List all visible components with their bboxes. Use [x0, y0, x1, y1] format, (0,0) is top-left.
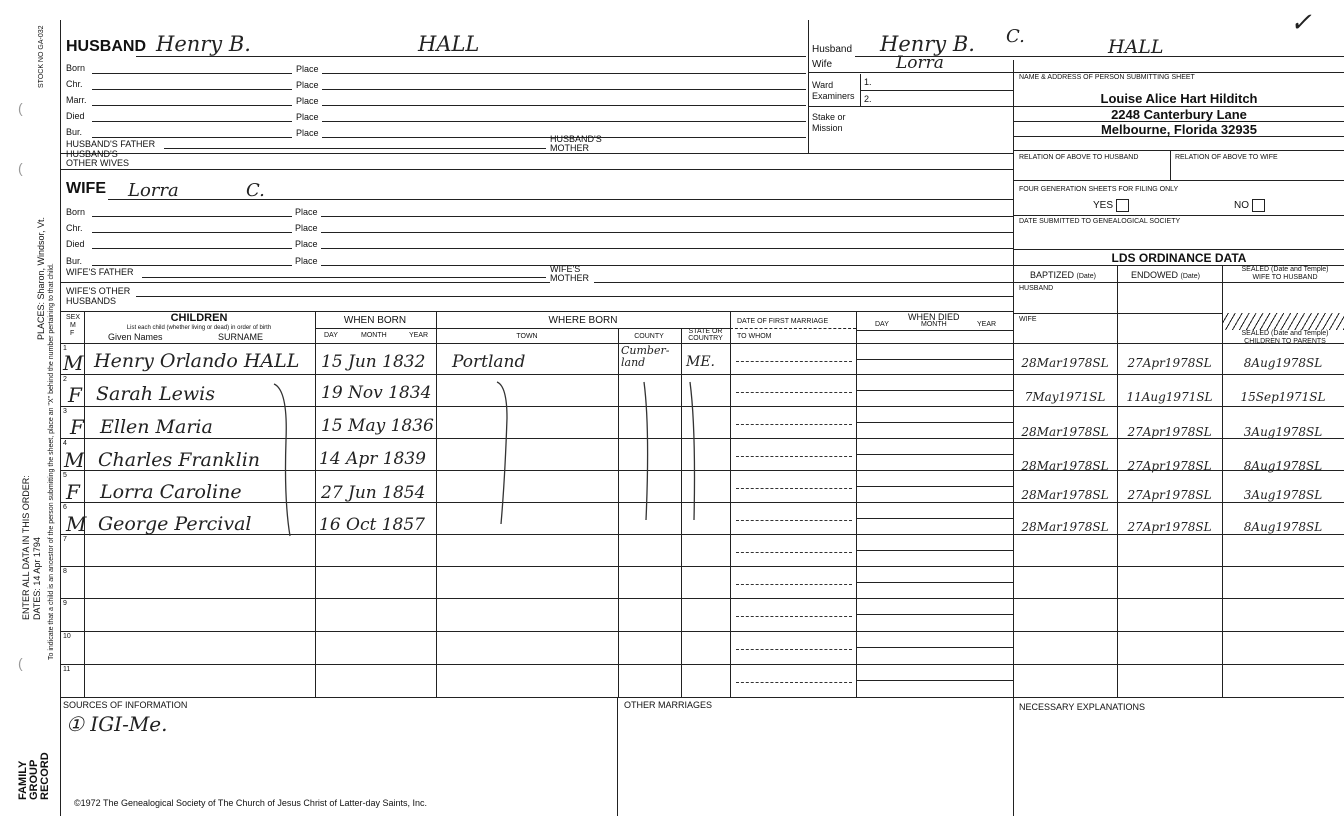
child-number: 1	[63, 345, 67, 352]
child-name[interactable]: Sarah Lewis	[96, 383, 215, 405]
born-month-header: MONTH	[361, 332, 387, 339]
husband-other-wives-label-line: OTHER WIVES	[66, 158, 130, 168]
child-number: 5	[63, 472, 67, 479]
baptized-date-note: (Date)	[1076, 273, 1096, 280]
copyright: ©1972 The Genealogical Society of The Church of Jesus Christ of Latter-day Saints, Inc.	[74, 798, 427, 808]
relation-wife-label: RELATION OF ABOVE TO WIFE	[1175, 154, 1278, 161]
wife-father-label: WIFE'S FATHER	[66, 267, 134, 277]
child-number: 11	[63, 666, 71, 673]
child-sealed[interactable]: 3Aug1978SL	[1243, 488, 1323, 502]
row-separator	[60, 566, 1344, 567]
wife-chr-place-line	[321, 232, 1013, 233]
husband-chr-line	[92, 89, 292, 90]
child-baptized[interactable]: 28Mar1978SL	[1021, 356, 1109, 370]
hatched-area	[1222, 313, 1344, 330]
child-row[interactable]	[0, 438, 1344, 473]
child-birth-date[interactable]: 19 Nov 1834	[321, 383, 432, 403]
husband-chr-place-label: Place	[296, 80, 319, 90]
lds-husband-label: HUSBAND	[1019, 285, 1054, 292]
husband-mother-label-line: HUSBAND'S	[550, 134, 602, 144]
husband-father-label: HUSBAND'S FATHER	[66, 139, 156, 149]
child-marriage-line	[736, 424, 852, 425]
child-death-line	[856, 614, 1013, 615]
relation-divider	[1170, 150, 1171, 180]
baptized-label: BAPTIZED	[1030, 270, 1075, 280]
husband-mother-label-line: MOTHER	[550, 143, 589, 153]
sealed-wife-header	[1228, 266, 1342, 282]
child-endowed[interactable]: 27Apr1978SL	[1127, 520, 1212, 534]
wife-born-place-label: Place	[295, 207, 318, 217]
husband-surname[interactable]: HALL	[418, 32, 480, 56]
ditto-brace-state	[686, 378, 706, 524]
child-town[interactable]: Portland	[452, 352, 526, 372]
child-sex[interactable]: M	[64, 448, 85, 472]
necessary-explanations-label: NECESSARY EXPLANATIONS	[1019, 702, 1146, 712]
child-state[interactable]: ME.	[686, 354, 716, 370]
row-separator	[60, 374, 1344, 375]
check-mark-icon: ✓	[1290, 8, 1312, 38]
born-year-header: YEAR	[409, 332, 429, 339]
ward-divider	[808, 20, 809, 153]
ward-examiners-label	[812, 80, 855, 102]
child-county[interactable]: Cumber- land	[621, 344, 670, 369]
first-marriage-header: DATE OF FIRST MARRIAGE	[737, 318, 829, 325]
endowed-header	[1131, 270, 1200, 280]
state-header-line: STATE OR	[688, 328, 723, 335]
ward-husband-value[interactable]: Henry B.	[880, 32, 975, 56]
husband-father-line	[164, 148, 546, 149]
ward-examiner-2: 2.	[864, 94, 872, 104]
children-bottom-line	[60, 697, 1344, 698]
sources-label: SOURCES OF INFORMATION	[63, 700, 188, 710]
wife-bur-place-label: Place	[295, 256, 318, 266]
child-baptized[interactable]: 28Mar1978SL	[1021, 459, 1109, 473]
form-title-line: FAMILY	[17, 760, 29, 800]
stake-mission-label	[812, 112, 846, 134]
child-number: 8	[63, 568, 67, 575]
child-name[interactable]: Henry Orlando HALL	[94, 350, 300, 372]
baptized-header	[1030, 270, 1096, 280]
wife-given-name[interactable]: Lorra	[128, 180, 179, 201]
child-row[interactable]	[0, 502, 1344, 534]
given-names-header: Given Names	[108, 332, 163, 342]
child-row[interactable]	[0, 406, 1344, 438]
husband-other-wives-line	[60, 169, 1013, 170]
ward-husband-label: Husband	[812, 44, 853, 55]
punch-mark: (	[18, 655, 23, 671]
died-day-header: DAY	[875, 321, 889, 328]
child-death-line	[856, 422, 1013, 423]
husband-died-place-line	[322, 121, 806, 122]
ward-wife-value[interactable]: Lorra	[896, 53, 944, 73]
husband-given-name[interactable]: Henry B.	[156, 32, 251, 56]
child-death-line	[856, 647, 1013, 648]
submitter-label: NAME & ADDRESS OF PERSON SUBMITTING SHEET	[1019, 74, 1195, 81]
child-name[interactable]: Lorra Caroline	[100, 481, 242, 503]
child-death-line	[856, 582, 1013, 583]
wife-father-line	[142, 277, 546, 278]
child-row[interactable]	[0, 343, 1344, 374]
child-birth-date[interactable]: 15 Jun 1832	[321, 352, 426, 372]
submitter-city-line	[1013, 136, 1344, 137]
ditto-brace-county	[640, 378, 660, 524]
state-header-line: COUNTRY	[688, 335, 723, 342]
children-title: CHILDREN	[170, 312, 228, 324]
endowed-label: ENDOWED	[1131, 270, 1178, 280]
ward-examiner-2-line	[808, 106, 1013, 107]
to-whom-header: TO WHOM	[737, 333, 772, 340]
child-death-line	[856, 680, 1013, 681]
where-born-sub-line	[436, 328, 730, 329]
submitter-city[interactable]: Melbourne, Florida 32935	[1100, 122, 1258, 137]
child-baptized[interactable]: 28Mar1978SL	[1021, 520, 1109, 534]
county-header: COUNTY	[634, 333, 664, 340]
husband-died-line	[92, 121, 292, 122]
stake-mission-label-line: Mission	[812, 123, 843, 133]
child-sealed[interactable]: 8Aug1978SL	[1243, 520, 1323, 534]
child-sex[interactable]: M	[66, 512, 87, 536]
ward-examiner-1-line	[860, 90, 1013, 91]
child-number: 4	[63, 440, 67, 447]
marriage-sub-line	[730, 328, 856, 329]
lds-title: LDS ORDINANCE DATA	[1111, 251, 1247, 265]
no-label: NO	[1234, 200, 1249, 212]
husband-bur-place-label: Place	[296, 128, 319, 138]
wife-mother-label	[550, 265, 589, 283]
husband-died-place-label: Place	[296, 112, 319, 122]
child-death-line	[856, 359, 1013, 360]
child-number: 3	[63, 408, 67, 415]
other-marriages-label: OTHER MARRIAGES	[624, 700, 713, 710]
child-marriage-line	[736, 552, 852, 553]
sealed-wife-header-line: SEALED (Date and Temple)	[1241, 266, 1329, 273]
sex-header	[66, 314, 80, 338]
died-year-header: YEAR	[977, 321, 997, 328]
child-marriage-line	[736, 392, 852, 393]
husband-born-label: Born	[66, 63, 86, 73]
row-separator	[60, 534, 1344, 535]
child-endowed[interactable]: 27Apr1978SL	[1127, 488, 1212, 502]
child-sex[interactable]: M	[63, 351, 84, 375]
sex-header-f: F	[70, 330, 75, 337]
husband-born-line	[92, 73, 292, 74]
husband-born-place-line	[322, 73, 806, 74]
lds-top-line	[1013, 249, 1344, 250]
husband-name-line	[136, 56, 806, 57]
punch-mark: (	[18, 160, 23, 176]
submitter-name[interactable]: Louise Alice Hart Hilditch	[1100, 91, 1258, 106]
sealed-wife-header-line: WIFE TO HUSBAND	[1252, 274, 1318, 281]
child-sealed[interactable]: 15Sep1971SL	[1240, 390, 1326, 404]
child-row[interactable]	[0, 470, 1344, 502]
lds-children-top	[1013, 343, 1344, 344]
husband-other-wives-label	[66, 150, 129, 168]
child-sex[interactable]: F	[70, 415, 84, 439]
child-number: 2	[63, 376, 67, 383]
child-endowed[interactable]: 27Apr1978SL	[1127, 425, 1212, 439]
child-death-line	[856, 486, 1013, 487]
ward-examiners-label-line: Examiners	[812, 91, 855, 101]
yes-label: YES	[1093, 200, 1114, 212]
wife-died-label: Died	[66, 239, 85, 249]
ward-examiners-label-line: Ward	[812, 80, 834, 90]
child-marriage-line	[736, 649, 852, 650]
ward-wife-label: Wife	[812, 59, 832, 70]
child-baptized[interactable]: 28Mar1978SL	[1021, 488, 1109, 502]
husband-marr-place-line	[322, 105, 806, 106]
child-marriage-line	[736, 616, 852, 617]
child-death-line	[856, 454, 1013, 455]
form-title-line: RECORD	[39, 752, 51, 800]
children-note: List each child (whether living or dead) in order of birth	[126, 325, 272, 331]
husband-chr-label: Chr.	[66, 79, 83, 89]
places-instruction: PLACES: Sharon, Windsor, Vt.	[36, 216, 46, 340]
four-gen-label: FOUR GENERATION SHEETS FOR FILING ONLY	[1019, 186, 1179, 193]
child-name[interactable]: George Percival	[98, 513, 252, 535]
town-header: TOWN	[516, 333, 538, 340]
husband-mother-label	[550, 135, 602, 153]
where-born-header: WHERE BORN	[548, 315, 618, 326]
child-name[interactable]: Ellen Maria	[100, 416, 213, 438]
husband-bur-line	[92, 137, 292, 138]
wife-bur-place-line	[321, 265, 1013, 266]
husband-bur-label: Bur.	[66, 127, 83, 137]
when-died-header: WHEN DIED	[908, 312, 960, 322]
child-number: 10	[63, 633, 71, 640]
wife-name-line	[108, 199, 1013, 200]
relation-bottom-line	[1013, 180, 1344, 181]
child-row[interactable]	[0, 374, 1344, 406]
row-separator	[60, 631, 1344, 632]
child-row[interactable]	[0, 566, 1344, 598]
sealed-children-header-line: CHILDREN TO PARENTS	[1244, 338, 1326, 345]
four-gen-bottom-line	[1013, 215, 1344, 216]
child-sex[interactable]: F	[68, 383, 82, 407]
relation-husband-label: RELATION OF ABOVE TO HUSBAND	[1019, 154, 1139, 161]
yes-checkbox[interactable]	[1093, 199, 1129, 212]
child-birth-date[interactable]: 14 Apr 1839	[319, 449, 426, 469]
husband-chr-place-line	[322, 89, 806, 90]
yes-box[interactable]	[1116, 199, 1129, 212]
child-ancestor-instruction: To indicate that a child is an ancestor of the person submitting the sheet, place an "X" behind the number pertaining to that child.	[48, 263, 55, 660]
ward-wife-line	[808, 72, 1344, 73]
no-checkbox[interactable]	[1234, 199, 1265, 212]
wife-section-divider	[60, 282, 550, 283]
endowed-date-note: (Date)	[1180, 273, 1200, 280]
husband-marr-label: Marr.	[66, 95, 87, 105]
husband-section-divider	[60, 153, 1013, 154]
wife-mother-label-line: MOTHER	[550, 273, 589, 283]
wife-other-husbands-line	[136, 296, 1013, 297]
child-row[interactable]	[0, 598, 1344, 631]
wife-other-husbands-label-line: HUSBANDS	[66, 296, 117, 306]
child-birth-date[interactable]: 15 May 1836	[321, 416, 434, 436]
sex-header-m: M	[70, 322, 76, 329]
child-marriage-line	[736, 361, 852, 362]
died-month-header: MONTH	[921, 321, 947, 328]
child-row[interactable]	[0, 664, 1344, 697]
child-number: 6	[63, 504, 67, 511]
state-header	[681, 328, 730, 342]
form-title-line: GROUP	[28, 759, 40, 800]
child-marriage-line	[736, 520, 852, 521]
child-sex[interactable]: F	[66, 480, 80, 504]
child-row[interactable]	[0, 534, 1344, 566]
sources-value[interactable]: ① IGI-Me.	[66, 712, 168, 736]
ward-examiner-1: 1.	[864, 77, 872, 87]
child-endowed[interactable]: 27Apr1978SL	[1127, 356, 1212, 370]
ward-husband-surname[interactable]: HALL	[1108, 36, 1164, 58]
wife-chr-place-label: Place	[295, 223, 318, 233]
child-marriage-line	[736, 456, 852, 457]
sealed-children-header-line: SEALED (Date and Temple)	[1241, 330, 1329, 337]
child-death-line	[856, 518, 1013, 519]
wife-born-label: Born	[66, 207, 86, 217]
wife-died-place-line	[321, 248, 1013, 249]
relation-top-line	[1013, 150, 1344, 151]
child-death-line	[856, 390, 1013, 391]
surname-header: SURNAME	[218, 332, 264, 342]
wife-bur-line	[92, 265, 292, 266]
child-endowed[interactable]: 11Aug1971SL	[1126, 390, 1213, 404]
lds-wife-label: WIFE	[1019, 316, 1037, 323]
wife-died-place-label: Place	[295, 239, 318, 249]
child-sealed[interactable]: 8Aug1978SL	[1243, 459, 1323, 473]
husband-marr-place-label: Place	[296, 96, 319, 106]
wife-heading: WIFE	[66, 180, 106, 197]
child-row[interactable]	[0, 631, 1344, 664]
punch-mark: (	[18, 100, 23, 116]
child-death-line	[856, 550, 1013, 551]
stock-number: STOCK NO GA-032	[38, 25, 45, 88]
child-marriage-line	[736, 584, 852, 585]
husband-mother-line	[594, 153, 808, 154]
wife-surname[interactable]: C.	[246, 180, 265, 201]
ditto-brace-name	[270, 380, 300, 540]
wife-other-husbands-label	[66, 286, 130, 306]
child-marriage-line	[736, 488, 852, 489]
child-birth-date[interactable]: 27 Jun 1854	[321, 483, 426, 503]
husband-born-place-label: Place	[296, 64, 319, 74]
row-separator	[60, 664, 1344, 665]
child-endowed[interactable]: 27Apr1978SL	[1127, 459, 1212, 473]
child-marriage-line	[736, 682, 852, 683]
ward-wife-surname[interactable]: C.	[1006, 26, 1025, 47]
husband-marr-line	[92, 105, 292, 106]
wife-died-line	[92, 248, 292, 249]
child-baptized[interactable]: 28Mar1978SL	[1021, 425, 1109, 439]
wife-mother-line	[594, 282, 1013, 283]
husband-died-label: Died	[66, 111, 85, 121]
wife-other-husbands-label-line: WIFE'S OTHER	[66, 286, 131, 296]
husband-other-wives-label-line: HUSBAND'S	[66, 149, 118, 159]
stake-mission-label-line: Stake or	[812, 112, 846, 122]
wife-chr-label: Chr.	[66, 223, 83, 233]
date-submitted-label: DATE SUBMITTED TO GENEALOGICAL SOCIETY	[1019, 218, 1181, 225]
lds-header-line	[1013, 282, 1344, 283]
row-separator	[60, 598, 1344, 599]
dates-instruction: DATES: 14 Apr 1794	[32, 537, 42, 620]
wife-bur-label: Bur.	[66, 256, 83, 266]
died-sub-line	[856, 330, 1013, 331]
submitter-street[interactable]: 2248 Canterbury Lane	[1111, 107, 1247, 122]
wife-chr-line	[92, 232, 292, 233]
wife-born-line	[92, 216, 292, 217]
child-baptized[interactable]: 7May1971SL	[1024, 390, 1106, 404]
child-number: 9	[63, 600, 67, 607]
wife-mother-label-line: WIFE'S	[550, 264, 581, 274]
child-birth-date[interactable]: 16 Oct 1857	[319, 515, 425, 535]
form-title	[18, 752, 51, 800]
born-day-header: DAY	[324, 332, 338, 339]
ditto-brace-town	[495, 378, 525, 528]
child-sealed[interactable]: 8Aug1978SL	[1243, 356, 1323, 370]
when-born-header: WHEN BORN	[343, 315, 407, 326]
no-box[interactable]	[1252, 199, 1265, 212]
child-sealed[interactable]: 3Aug1978SL	[1243, 425, 1323, 439]
order-instruction: ENTER ALL DATA IN THIS ORDER:	[21, 475, 31, 620]
other-marriages-divider	[617, 697, 618, 816]
sex-header-label: SEX	[66, 314, 81, 321]
when-born-sub-line	[315, 328, 436, 329]
wife-born-place-line	[321, 216, 1013, 217]
child-name[interactable]: Charles Franklin	[98, 449, 261, 471]
child-number: 7	[63, 536, 67, 543]
husband-heading: HUSBAND	[66, 38, 146, 55]
